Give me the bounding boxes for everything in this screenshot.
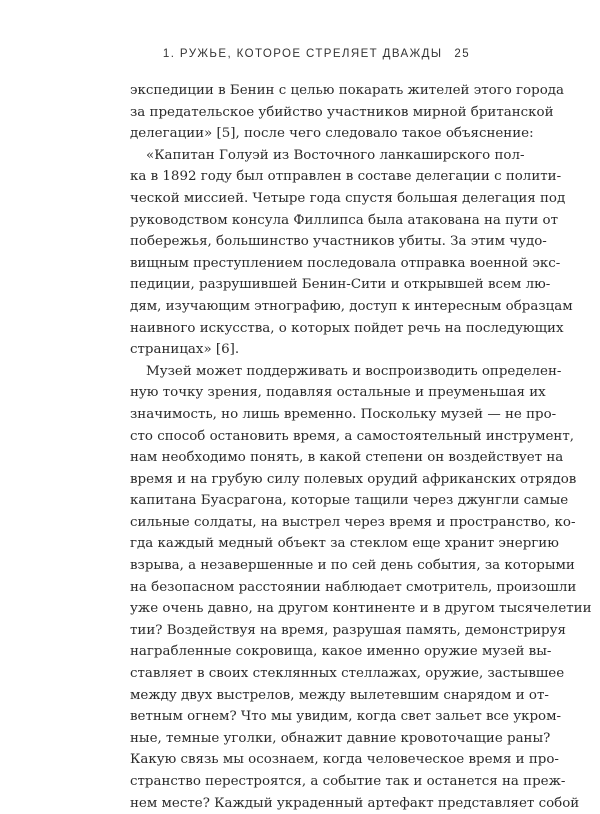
text-line: ческой миссией. Четыре года спустя большая делегация под bbox=[130, 190, 566, 206]
text-line: ставляет в своих стеклянных стеллажах, оружие, застывшее bbox=[130, 666, 565, 682]
text-line: Музей может поддерживать и воспроизводить определен- bbox=[146, 363, 562, 379]
text-line: между двух выстрелов, между вылетевшим снарядом и от- bbox=[130, 687, 549, 703]
text-line: Какую связь мы осознаем, когда человеческое время и про- bbox=[130, 752, 559, 768]
text-line: вищным преступлением последовала отправка военной экс- bbox=[130, 255, 561, 271]
text-line: дям, изучающим этнографию, доступ к интересным образцам bbox=[130, 298, 573, 314]
text-line: уже очень давно, на другом континенте и в другом тысячелетии bbox=[130, 601, 592, 617]
text-line: наивного искусства, о которых пойдет речь на последующих bbox=[130, 320, 564, 336]
text-line: ную точку зрения, подавляя остальные и преуменьшая их bbox=[130, 385, 546, 401]
text-line: руководством консула Филлипса была атакована на пути от bbox=[130, 212, 559, 228]
text-line: экспедиции в Бенин с целью покарать жителей этого города bbox=[130, 83, 564, 98]
text-line: сто способ остановить время, а самостоятельный инструмент, bbox=[130, 428, 575, 444]
text-line: педиции, разрушившей Бенин-Сити и открывшей всем лю- bbox=[130, 277, 551, 293]
text-line: значимость, но лишь временно. Поскольку музей — не про- bbox=[130, 406, 557, 422]
text-line: сильные солдаты, на выстрел через время и пространство, ко- bbox=[130, 514, 576, 530]
text-line: награбленные сокровища, какое именно оружие музей вы- bbox=[130, 644, 552, 660]
text-line: гда каждый медный объект за стеклом еще хранит энергию bbox=[130, 536, 559, 552]
text-line: взрыва, а незавершенные и по сей день события, за которыми bbox=[130, 558, 575, 574]
running-head bbox=[130, 48, 470, 60]
text-line: тии? Воздействуя на время, разрушая память, демонстрируя bbox=[130, 622, 566, 638]
text-line: делегации» [5], после чего следовало такое объяснение: bbox=[130, 126, 534, 142]
text-line: ветным огнем? Что мы увидим, когда свет зальет все укром- bbox=[130, 709, 562, 725]
chapter-title: 1. РУЖЬЕ, КОТОРОЕ СТРЕЛЯЕТ ДВАЖДЫ bbox=[162, 48, 443, 60]
text-line: ка в 1892 году был отправлен в составе делегации с полити- bbox=[130, 169, 562, 185]
text-line: на безопасном расстоянии наблюдает смотритель, произошли bbox=[130, 579, 577, 595]
text-line: страницах» [6]. bbox=[130, 342, 240, 358]
text-line: нам необходимо понять, в какой степени он воздействует на bbox=[130, 450, 564, 466]
text-line: странство перестроятся, а событие так и останется на преж- bbox=[130, 774, 566, 789]
text-line: ные, темные уголки, обнажит давние кровоточащие раны? bbox=[130, 730, 551, 746]
text-line: время и на грубую силу полевых орудий африканских отрядов bbox=[130, 471, 577, 487]
text-line: нем месте? Каждый украденный артефакт представляет собой bbox=[130, 795, 580, 811]
text-line: за предательское убийство участников мирной британской bbox=[130, 104, 554, 120]
text-line: капитана Буасрагона, которые тащили через джунгли самые bbox=[130, 493, 569, 509]
text-line: побережья, большинство участников убиты. За этим чудо- bbox=[130, 234, 547, 250]
body-text bbox=[130, 80, 592, 814]
page-number: 25 bbox=[454, 48, 470, 60]
text-line: «Капитан Голуэй из Восточного ланкаширского пол- bbox=[146, 147, 525, 163]
